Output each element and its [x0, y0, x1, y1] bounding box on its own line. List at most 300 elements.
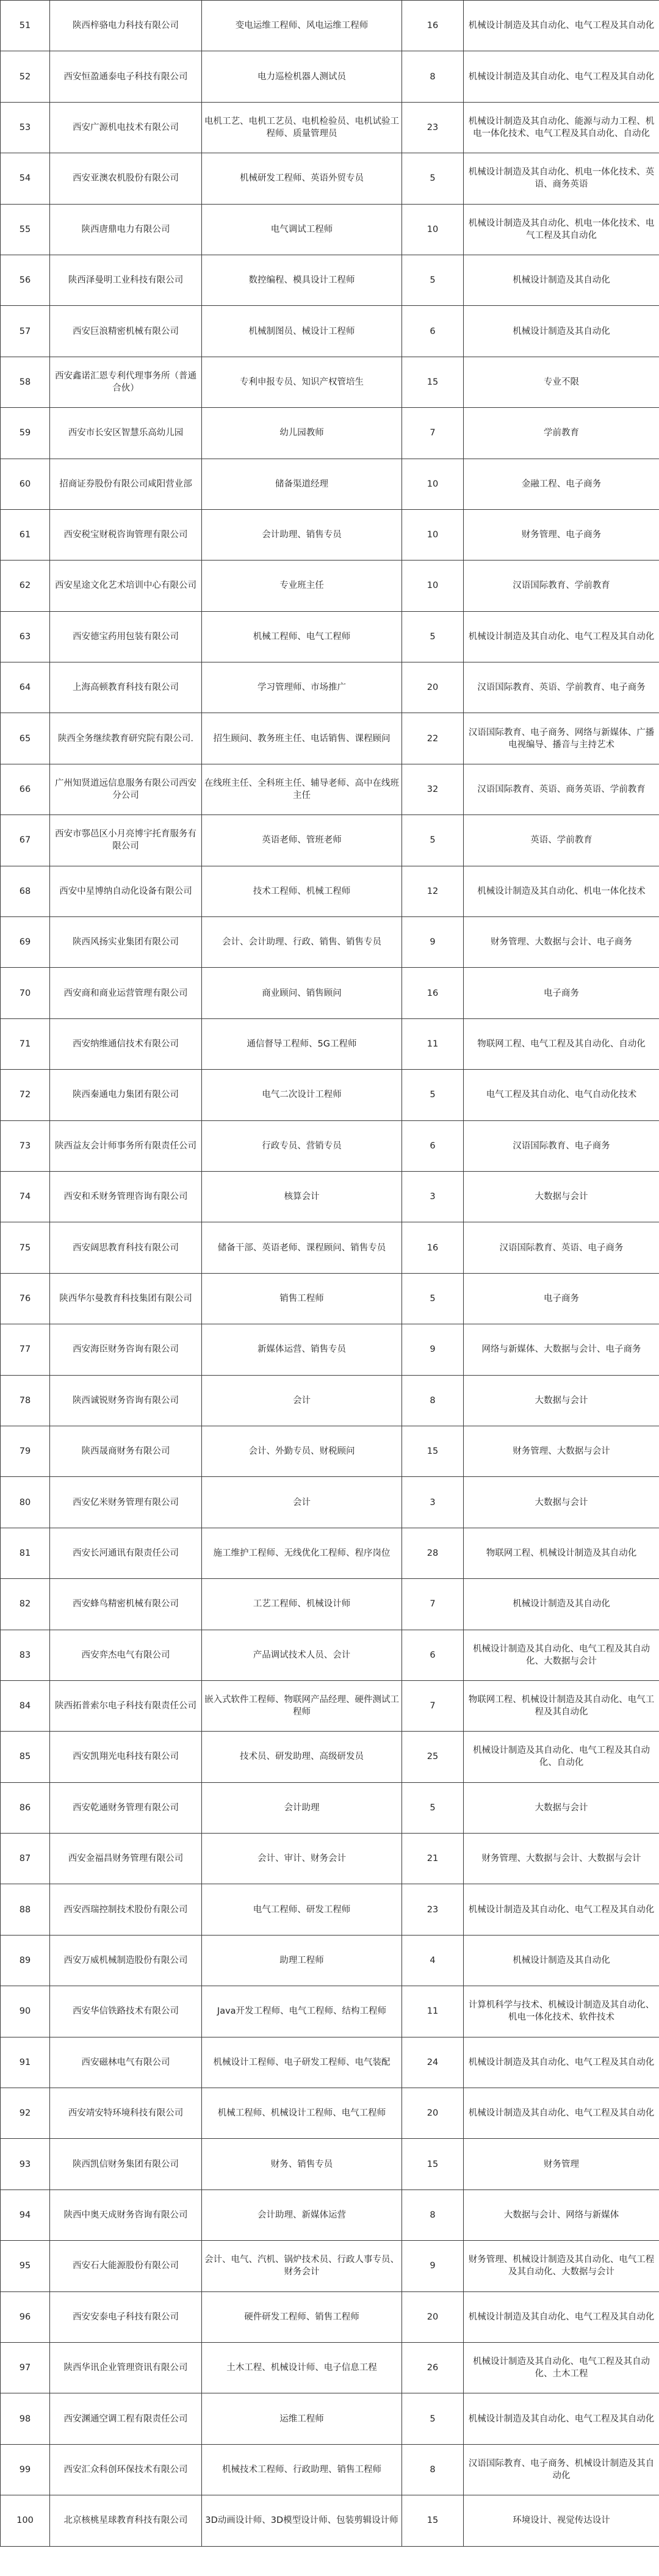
- headcount-cell: 15: [402, 357, 464, 407]
- majors-cell: 机械设计制造及其自动化、电气工程及其自动化: [464, 1884, 659, 1935]
- majors-cell: 机械设计制造及其自动化、机电一体化技术、英语、商务英语: [464, 153, 659, 204]
- table-row: [1, 866, 659, 916]
- majors-cell: 网络与新媒体、大数据与会计、电子商务: [464, 1324, 659, 1375]
- company-name-cell: 西安巨浪精密机械有限公司: [50, 306, 202, 357]
- row-number-cell: 96: [1, 2291, 50, 2342]
- headcount-cell: 11: [402, 1018, 464, 1069]
- table-row: [1, 1426, 659, 1476]
- row-number-cell: 82: [1, 1579, 50, 1630]
- row-number-cell: 95: [1, 2241, 50, 2291]
- majors-cell: 机械设计制造及其自动化、电气工程及其自动化: [464, 2088, 659, 2139]
- headcount-cell: 7: [402, 408, 464, 459]
- company-name-cell: 西安德宝药用包装有限公司: [50, 611, 202, 662]
- company-name-cell: 西安中星博纳自动化设备有限公司: [50, 866, 202, 916]
- headcount-cell: 3: [402, 1477, 464, 1528]
- headcount-cell: 4: [402, 1935, 464, 1986]
- company-name-cell: 陕西晟商财务有限公司: [50, 1426, 202, 1476]
- positions-cell: 产品调试技术人员、会计: [202, 1630, 402, 1680]
- headcount-cell: 23: [402, 1884, 464, 1935]
- row-number-cell: 60: [1, 459, 50, 509]
- majors-cell: 财务管理、机械设计制造及其自动化、电气工程及其自动化、大数据与会计: [464, 2241, 659, 2291]
- table-row: [1, 1732, 659, 1782]
- row-number-cell: 57: [1, 306, 50, 357]
- row-number-cell: 56: [1, 255, 50, 305]
- positions-cell: 幼儿园教师: [202, 408, 402, 459]
- table-row: [1, 1579, 659, 1630]
- majors-cell: 汉语国际教育、电子商务、网络与新媒体、广播电视编导、播音与主持艺术: [464, 713, 659, 764]
- company-name-cell: 西安蜂鸟精密机械有限公司: [50, 1579, 202, 1630]
- majors-cell: 英语、学前教育: [464, 815, 659, 866]
- positions-cell: 技术工程师、机械工程师: [202, 866, 402, 916]
- majors-cell: 机械设计制造及其自动化、能源与动力工程、机电一体化技术、电气工程及其自动化、自动化: [464, 102, 659, 153]
- table-row: [1, 51, 659, 102]
- table-row: [1, 1477, 659, 1528]
- positions-cell: 机械制图员、械设计工程师: [202, 306, 402, 357]
- row-number-cell: 61: [1, 509, 50, 560]
- positions-cell: 会计、外勤专员、财税顾问: [202, 1426, 402, 1476]
- majors-cell: 机械设计制造及其自动化、机电一体化技术: [464, 866, 659, 916]
- table-row: [1, 1935, 659, 1986]
- majors-cell: 金融工程、电子商务: [464, 459, 659, 509]
- majors-cell: 机械设计制造及其自动化、电气工程及其自动化、自动化: [464, 1732, 659, 1782]
- row-number-cell: 81: [1, 1528, 50, 1578]
- row-number-cell: 65: [1, 713, 50, 764]
- headcount-cell: 16: [402, 968, 464, 1018]
- table-row: [1, 1782, 659, 1833]
- headcount-cell: 22: [402, 713, 464, 764]
- row-number-cell: 71: [1, 1018, 50, 1069]
- headcount-cell: 8: [402, 2444, 464, 2495]
- table-row: [1, 459, 659, 509]
- company-name-cell: 西安广源机电技术有限公司: [50, 102, 202, 153]
- company-name-cell: 西安汇众科创环保技术有限公司: [50, 2444, 202, 2495]
- positions-cell: 销售工程师: [202, 1273, 402, 1324]
- headcount-cell: 23: [402, 102, 464, 153]
- company-name-cell: 上海高顿教育科技有限公司: [50, 662, 202, 713]
- majors-cell: 机械设计制造及其自动化: [464, 255, 659, 305]
- table-row: [1, 713, 659, 764]
- positions-cell: 硬件研发工程师、销售工程师: [202, 2291, 402, 2342]
- positions-cell: 工艺工程师、机械设计师: [202, 1579, 402, 1630]
- row-number-cell: 79: [1, 1426, 50, 1476]
- headcount-cell: 9: [402, 1324, 464, 1375]
- company-name-cell: 西安弈杰电气有限公司: [50, 1630, 202, 1680]
- majors-cell: 大数据与会计: [464, 1171, 659, 1222]
- company-name-cell: 西安海臣财务咨询有限公司: [50, 1324, 202, 1375]
- table-row: [1, 1680, 659, 1731]
- table-row: [1, 2139, 659, 2190]
- headcount-cell: 6: [402, 306, 464, 357]
- headcount-cell: 15: [402, 2139, 464, 2190]
- positions-cell: Java开发工程师、电气工程师、结构工程师: [202, 1986, 402, 2037]
- positions-cell: 专业班主任: [202, 561, 402, 611]
- headcount-cell: 8: [402, 1375, 464, 1426]
- positions-cell: 机械工程师、电气工程师: [202, 611, 402, 662]
- table-row: [1, 357, 659, 407]
- company-name-cell: 西安西瑞控制技术股份有限公司: [50, 1884, 202, 1935]
- row-number-cell: 54: [1, 153, 50, 204]
- table-body: [1, 1, 659, 2547]
- table-row: [1, 1884, 659, 1935]
- positions-cell: 技术员、研发助理、高级研发员: [202, 1732, 402, 1782]
- table-row: [1, 408, 659, 459]
- table-row: [1, 1834, 659, 1884]
- row-number-cell: 68: [1, 866, 50, 916]
- headcount-cell: 11: [402, 1986, 464, 2037]
- positions-cell: 会计助理、新媒体运营: [202, 2190, 402, 2240]
- company-name-cell: 西安亿米财务管理有限公司: [50, 1477, 202, 1528]
- table-row: [1, 2291, 659, 2342]
- table-row: [1, 2393, 659, 2444]
- headcount-cell: 32: [402, 764, 464, 815]
- table-row: [1, 1, 659, 51]
- majors-cell: 电子商务: [464, 1273, 659, 1324]
- headcount-cell: 7: [402, 1680, 464, 1731]
- company-name-cell: 陕西拓普索尔电子科技有限责任公司: [50, 1680, 202, 1731]
- row-number-cell: 90: [1, 1986, 50, 2037]
- company-name-cell: 北京核桃星球教育科技有限公司: [50, 2495, 202, 2546]
- row-number-cell: 98: [1, 2393, 50, 2444]
- company-name-cell: 西安磁林电气有限公司: [50, 2037, 202, 2088]
- headcount-cell: 12: [402, 866, 464, 916]
- company-name-cell: 招商证券股份有限公司咸阳营业部: [50, 459, 202, 509]
- company-name-cell: 陕西华尔曼教育科技集团有限公司: [50, 1273, 202, 1324]
- headcount-cell: 5: [402, 255, 464, 305]
- headcount-cell: 10: [402, 459, 464, 509]
- company-name-cell: 西安靖安特环境科技有限公司: [50, 2088, 202, 2139]
- company-name-cell: 西安凯翔光电科技有限公司: [50, 1732, 202, 1782]
- positions-cell: 核算会计: [202, 1171, 402, 1222]
- headcount-cell: 5: [402, 1782, 464, 1833]
- majors-cell: 机械设计制造及其自动化: [464, 1935, 659, 1986]
- positions-cell: 会计助理: [202, 1782, 402, 1833]
- row-number-cell: 92: [1, 2088, 50, 2139]
- row-number-cell: 80: [1, 1477, 50, 1528]
- table-row: [1, 611, 659, 662]
- table-row: [1, 102, 659, 153]
- positions-cell: 电力巡检机器人测试员: [202, 51, 402, 102]
- table-row: [1, 2190, 659, 2240]
- table-row: [1, 1171, 659, 1222]
- positions-cell: 机械工程师、机械设计工程师、电气工程师: [202, 2088, 402, 2139]
- headcount-cell: 20: [402, 2291, 464, 2342]
- row-number-cell: 83: [1, 1630, 50, 1680]
- row-number-cell: 94: [1, 2190, 50, 2240]
- headcount-cell: 6: [402, 1120, 464, 1171]
- positions-cell: 会计: [202, 1375, 402, 1426]
- company-name-cell: 陕西诚锐财务咨询有限公司: [50, 1375, 202, 1426]
- table-row: [1, 1324, 659, 1375]
- row-number-cell: 87: [1, 1834, 50, 1884]
- majors-cell: 汉语国际教育、学前教育: [464, 561, 659, 611]
- row-number-cell: 84: [1, 1680, 50, 1731]
- row-number-cell: 93: [1, 2139, 50, 2190]
- majors-cell: 财务管理、大数据与会计、电子商务: [464, 917, 659, 968]
- majors-cell: 机械设计制造及其自动化、电气工程及其自动化、土木工程: [464, 2342, 659, 2393]
- positions-cell: 会计、审计、财务会计: [202, 1834, 402, 1884]
- row-number-cell: 69: [1, 917, 50, 968]
- majors-cell: 汉语国际教育、电子商务、机械设计制造及其自动化: [464, 2444, 659, 2495]
- positions-cell: 新媒体运营、销售专员: [202, 1324, 402, 1375]
- positions-cell: 电机工艺、电机工艺员、电机检验员、电机试验工程师、质量管理员: [202, 102, 402, 153]
- company-name-cell: 西安纳维通信技术有限公司: [50, 1018, 202, 1069]
- majors-cell: 机械设计制造及其自动化、机电一体化技术、电气工程及其自动化: [464, 204, 659, 255]
- row-number-cell: 73: [1, 1120, 50, 1171]
- majors-cell: 专业不限: [464, 357, 659, 407]
- headcount-cell: 5: [402, 611, 464, 662]
- company-name-cell: 西安万威机械制造股份有限公司: [50, 1935, 202, 1986]
- headcount-cell: 20: [402, 662, 464, 713]
- row-number-cell: 88: [1, 1884, 50, 1935]
- positions-cell: 专利申报专员、知识产权管培生: [202, 357, 402, 407]
- table-row: [1, 509, 659, 560]
- table-row: [1, 1222, 659, 1273]
- majors-cell: 汉语国际教育、英语、商务英语、学前教育: [464, 764, 659, 815]
- table-row: [1, 1018, 659, 1069]
- table-row: [1, 1375, 659, 1426]
- table-row: [1, 764, 659, 815]
- row-number-cell: 55: [1, 204, 50, 255]
- company-name-cell: 陕西风扬实业集团有限公司: [50, 917, 202, 968]
- row-number-cell: 78: [1, 1375, 50, 1426]
- majors-cell: 机械设计制造及其自动化、电气工程及其自动化: [464, 2291, 659, 2342]
- positions-cell: 财务、销售专员: [202, 2139, 402, 2190]
- company-name-cell: 陕西全务继续教育研究院有限公司.: [50, 713, 202, 764]
- company-name-cell: 西安星途文化艺术培训中心有限公司: [50, 561, 202, 611]
- majors-cell: 大数据与会计: [464, 1782, 659, 1833]
- headcount-cell: 25: [402, 1732, 464, 1782]
- company-name-cell: 西安长河通讯有限责任公司: [50, 1528, 202, 1578]
- company-name-cell: 陕西泽曼明工业科技有限公司: [50, 255, 202, 305]
- headcount-cell: 6: [402, 1630, 464, 1680]
- company-name-cell: 陕西梓骆电力科技有限公司: [50, 1, 202, 51]
- row-number-cell: 100: [1, 2495, 50, 2546]
- headcount-cell: 5: [402, 2393, 464, 2444]
- headcount-cell: 20: [402, 2088, 464, 2139]
- majors-cell: 计算机科学与技术、机械设计制造及其自动化、机电一体化技术、软件技术: [464, 1986, 659, 2037]
- majors-cell: 机械设计制造及其自动化、电气工程及其自动化: [464, 51, 659, 102]
- company-name-cell: 陕西中奥天成财务咨询有限公司: [50, 2190, 202, 2240]
- table-row: [1, 2088, 659, 2139]
- headcount-cell: 24: [402, 2037, 464, 2088]
- table-row: [1, 1273, 659, 1324]
- row-number-cell: 67: [1, 815, 50, 866]
- company-name-cell: 陕西唐鼎电力有限公司: [50, 204, 202, 255]
- table-row: [1, 968, 659, 1018]
- table-row: [1, 2037, 659, 2088]
- table-row: [1, 561, 659, 611]
- row-number-cell: 70: [1, 968, 50, 1018]
- majors-cell: 财务管理、电子商务: [464, 509, 659, 560]
- positions-cell: 机械研发工程师、英语外贸专员: [202, 153, 402, 204]
- majors-cell: 机械设计制造及其自动化、电气工程及其自动化: [464, 2037, 659, 2088]
- company-name-cell: 西安阔思教育科技有限公司: [50, 1222, 202, 1273]
- company-name-cell: 西安商和商业运营管理有限公司: [50, 968, 202, 1018]
- row-number-cell: 77: [1, 1324, 50, 1375]
- headcount-cell: 8: [402, 51, 464, 102]
- company-name-cell: 西安恒盈通泰电子科技有限公司: [50, 51, 202, 102]
- company-name-cell: 西安市长安区智慧乐高幼儿园: [50, 408, 202, 459]
- headcount-cell: 8: [402, 2190, 464, 2240]
- company-name-cell: 西安安泰电子科技有限公司: [50, 2291, 202, 2342]
- positions-cell: 会计、会计助理、行政、销售、销售专员: [202, 917, 402, 968]
- headcount-cell: 28: [402, 1528, 464, 1578]
- positions-cell: 3D动画设计师、3D模型设计师、包装剪辑设计师: [202, 2495, 402, 2546]
- table-row: [1, 255, 659, 305]
- headcount-cell: 21: [402, 1834, 464, 1884]
- headcount-cell: 5: [402, 1273, 464, 1324]
- company-name-cell: 西安税宝财税咨询管理有限公司: [50, 509, 202, 560]
- positions-cell: 机械设计工程师、电子研发工程师、电气装配: [202, 2037, 402, 2088]
- positions-cell: 招生顾问、教务班主任、电话销售、课程顾问: [202, 713, 402, 764]
- majors-cell: 大数据与会计、网络与新媒体: [464, 2190, 659, 2240]
- majors-cell: 机械设计制造及其自动化: [464, 306, 659, 357]
- company-name-cell: 陕西华讯企业管理资讯有限公司: [50, 2342, 202, 2393]
- majors-cell: 电子商务: [464, 968, 659, 1018]
- table-row: [1, 306, 659, 357]
- headcount-cell: 26: [402, 2342, 464, 2393]
- headcount-cell: 5: [402, 1070, 464, 1120]
- majors-cell: 大数据与会计: [464, 1375, 659, 1426]
- row-number-cell: 72: [1, 1070, 50, 1120]
- positions-cell: 运维工程师: [202, 2393, 402, 2444]
- row-number-cell: 51: [1, 1, 50, 51]
- company-name-cell: 西安和禾财务管理咨询有限公司: [50, 1171, 202, 1222]
- positions-cell: 嵌入式软件工程师、物联网产品经理、硬件测试工程师: [202, 1680, 402, 1731]
- headcount-cell: 5: [402, 815, 464, 866]
- company-name-cell: 西安渊通空调工程有限责任公司: [50, 2393, 202, 2444]
- positions-cell: 会计助理、销售专员: [202, 509, 402, 560]
- company-name-cell: 陕西凯信财务集团有限公司: [50, 2139, 202, 2190]
- company-name-cell: 西安金福昌财务管理有限公司: [50, 1834, 202, 1884]
- positions-cell: 会计、电气、汽机、锅炉技术员、行政人事专员、财务会计: [202, 2241, 402, 2291]
- row-number-cell: 64: [1, 662, 50, 713]
- table-row: [1, 1120, 659, 1171]
- company-name-cell: 西安市鄠邑区小月亮博宇托育服务有限公司: [50, 815, 202, 866]
- majors-cell: 机械设计制造及其自动化、电气工程及其自动化、大数据与会计: [464, 1630, 659, 1680]
- row-number-cell: 75: [1, 1222, 50, 1273]
- row-number-cell: 74: [1, 1171, 50, 1222]
- majors-cell: 学前教育: [464, 408, 659, 459]
- row-number-cell: 53: [1, 102, 50, 153]
- row-number-cell: 85: [1, 1732, 50, 1782]
- positions-cell: 储备干部、英语老师、课程顾问、销售专员: [202, 1222, 402, 1273]
- row-number-cell: 91: [1, 2037, 50, 2088]
- table-row: [1, 153, 659, 204]
- majors-cell: 环境设计、视觉传达设计: [464, 2495, 659, 2546]
- table-row: [1, 204, 659, 255]
- positions-cell: 英语老师、管班老师: [202, 815, 402, 866]
- table-row: [1, 2495, 659, 2546]
- positions-cell: 土木工程、机械设计师、电子信息工程: [202, 2342, 402, 2393]
- positions-cell: 在线班主任、全科班主任、辅导老师、高中在线班主任: [202, 764, 402, 815]
- table-row: [1, 1070, 659, 1120]
- positions-cell: 学习管理师、市场推广: [202, 662, 402, 713]
- company-name-cell: 广州知贤道远信息服务有限公司西安分公司: [50, 764, 202, 815]
- table-row: [1, 2444, 659, 2495]
- table-row: [1, 1986, 659, 2037]
- row-number-cell: 86: [1, 1782, 50, 1833]
- company-name-cell: 西安亚澳农机股份有限公司: [50, 153, 202, 204]
- row-number-cell: 52: [1, 51, 50, 102]
- row-number-cell: 58: [1, 357, 50, 407]
- positions-cell: 商业顾问、销售顾问: [202, 968, 402, 1018]
- company-name-cell: 西安乾通财务管理有限公司: [50, 1782, 202, 1833]
- headcount-cell: 5: [402, 153, 464, 204]
- positions-cell: 施工维护工程师、无线优化工程师、程序岗位: [202, 1528, 402, 1578]
- majors-cell: 机械设计制造及其自动化、电气工程及其自动化: [464, 1, 659, 51]
- headcount-cell: 15: [402, 2495, 464, 2546]
- headcount-cell: 16: [402, 1222, 464, 1273]
- headcount-cell: 16: [402, 1, 464, 51]
- table-row: [1, 815, 659, 866]
- majors-cell: 财务管理、大数据与会计、大数据与会计: [464, 1834, 659, 1884]
- row-number-cell: 99: [1, 2444, 50, 2495]
- majors-cell: 汉语国际教育、电子商务: [464, 1120, 659, 1171]
- majors-cell: 物联网工程、机械设计制造及其自动化: [464, 1528, 659, 1578]
- company-name-cell: 陕西益友会计师事务所有限责任公司: [50, 1120, 202, 1171]
- table-row: [1, 1528, 659, 1578]
- table-row: [1, 662, 659, 713]
- positions-cell: 储备渠道经理: [202, 459, 402, 509]
- positions-cell: 通信督导工程师、5G工程师: [202, 1018, 402, 1069]
- majors-cell: 电气工程及其自动化、电气自动化技术: [464, 1070, 659, 1120]
- table-row: [1, 917, 659, 968]
- company-name-cell: 西安鑫诺汇恩专利代理事务所（普通合伙）: [50, 357, 202, 407]
- majors-cell: 财务管理、大数据与会计: [464, 1426, 659, 1476]
- row-number-cell: 76: [1, 1273, 50, 1324]
- row-number-cell: 97: [1, 2342, 50, 2393]
- row-number-cell: 89: [1, 1935, 50, 1986]
- headcount-cell: 9: [402, 917, 464, 968]
- majors-cell: 汉语国际教育、英语、学前教育、电子商务: [464, 662, 659, 713]
- row-number-cell: 59: [1, 408, 50, 459]
- company-name-cell: 陕西秦通电力集团有限公司: [50, 1070, 202, 1120]
- majors-cell: 机械设计制造及其自动化、电气工程及其自动化: [464, 611, 659, 662]
- headcount-cell: 7: [402, 1579, 464, 1630]
- headcount-cell: 10: [402, 561, 464, 611]
- majors-cell: 机械设计制造及其自动化、电气工程及其自动化: [464, 2393, 659, 2444]
- positions-cell: 会计: [202, 1477, 402, 1528]
- row-number-cell: 66: [1, 764, 50, 815]
- headcount-cell: 15: [402, 1426, 464, 1476]
- positions-cell: 电气二次设计工程师: [202, 1070, 402, 1120]
- positions-cell: 电气调试工程师: [202, 204, 402, 255]
- positions-cell: 行政专员、营销专员: [202, 1120, 402, 1171]
- positions-cell: 机械技术工程师、行政助理、销售工程师: [202, 2444, 402, 2495]
- majors-cell: 物联网工程、电气工程及其自动化、自动化: [464, 1018, 659, 1069]
- company-name-cell: 西安石大能源股份有限公司: [50, 2241, 202, 2291]
- positions-cell: 数控编程、模具设计工程师: [202, 255, 402, 305]
- table-row: [1, 2241, 659, 2291]
- positions-cell: 电气工程师、研发工程师: [202, 1884, 402, 1935]
- company-name-cell: 西安华信铁路技术有限公司: [50, 1986, 202, 2037]
- row-number-cell: 62: [1, 561, 50, 611]
- positions-cell: 变电运维工程师、风电运维工程师: [202, 1, 402, 51]
- table-row: [1, 2342, 659, 2393]
- majors-cell: 财务管理: [464, 2139, 659, 2190]
- majors-cell: 物联网工程、机械设计制造及其自动化、电气工程及其自动化: [464, 1680, 659, 1731]
- row-number-cell: 63: [1, 611, 50, 662]
- headcount-cell: 9: [402, 2241, 464, 2291]
- majors-cell: 汉语国际教育、英语、电子商务: [464, 1222, 659, 1273]
- positions-cell: 助理工程师: [202, 1935, 402, 1986]
- table-row: [1, 1630, 659, 1680]
- majors-cell: 大数据与会计: [464, 1477, 659, 1528]
- headcount-cell: 10: [402, 204, 464, 255]
- headcount-cell: 10: [402, 509, 464, 560]
- headcount-cell: 3: [402, 1171, 464, 1222]
